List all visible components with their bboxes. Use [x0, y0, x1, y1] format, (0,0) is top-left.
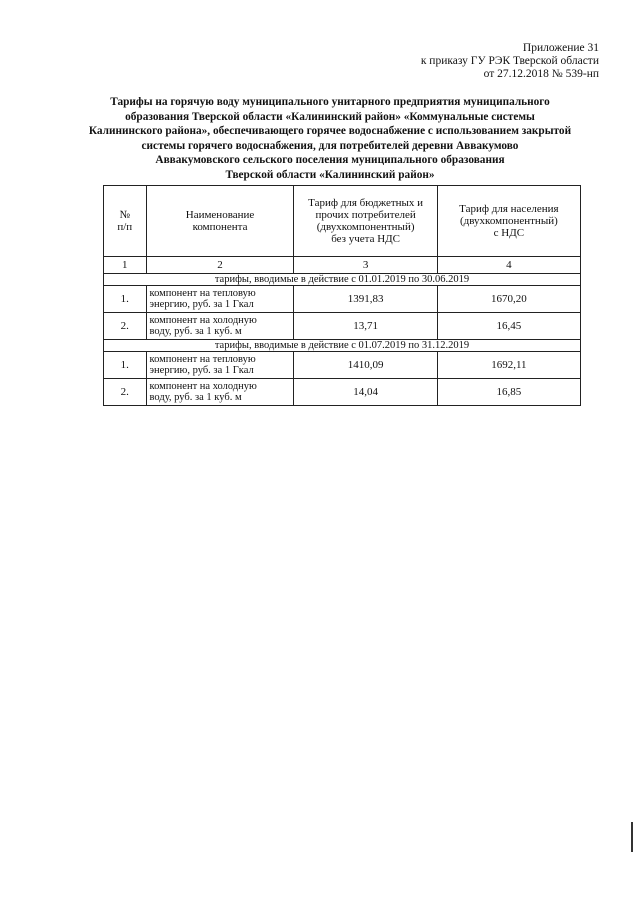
appendix-number: Приложение 31	[522, 42, 599, 54]
title-line: образования Тверской области «Калининский район» «Коммунальные системы	[125, 110, 535, 123]
title-line: Тарифы на горячую воду муниципального унитарного предприятия муниципального	[110, 96, 550, 108]
document-title	[70, 95, 590, 182]
population-tariff-value: 1670,20	[437, 286, 580, 313]
order-reference: к приказу ГУ РЭК Тверской области	[420, 55, 599, 67]
table-header-row	[104, 186, 581, 257]
component-name: компонент на холодную воду, руб. за 1 куб. м	[146, 313, 294, 340]
row-number: 1.	[104, 286, 147, 313]
component-name: компонент на тепловую энергию, руб. за 1 Гкал	[146, 352, 294, 379]
budget-tariff-value: 14,04	[294, 379, 437, 406]
header-no: № п/п	[104, 186, 147, 257]
header-population-tariff: Тариф для населения (двухкомпонентный) с НДС	[437, 186, 580, 257]
table-row	[104, 286, 581, 313]
column-number: 1	[104, 257, 147, 274]
table-row	[104, 313, 581, 340]
budget-tariff-value: 1410,09	[294, 352, 437, 379]
appendix-header	[421, 42, 599, 81]
title-line: Аввакумовского сельского поселения муниципального образования	[155, 154, 505, 166]
row-number: 2.	[104, 379, 147, 406]
title-line: Тверской области «Калининский район»	[225, 168, 435, 181]
header-budget-tariff: Тариф для бюджетных и прочих потребителей (двухкомпонентный) без учета НДС	[294, 186, 437, 257]
row-number: 2.	[104, 313, 147, 340]
title-line: Калининского района», обеспечивающего горячее водоснабжение с использованием закрытой	[88, 125, 572, 137]
order-date: от 27.12.2018 № 539-нп	[483, 68, 599, 80]
table-row	[104, 352, 581, 379]
column-number-row	[104, 257, 581, 274]
population-tariff-value: 16,45	[437, 313, 580, 340]
population-tariff-value: 16,85	[437, 379, 580, 406]
budget-tariff-value: 1391,83	[294, 286, 437, 313]
column-number: 2	[146, 257, 294, 274]
header-component-name: Наименование компонента	[146, 186, 294, 257]
row-number: 1.	[104, 352, 147, 379]
table-row	[104, 379, 581, 406]
period-label: тарифы, вводимые в действие с 01.07.2019 по 31.12.2019	[104, 340, 581, 352]
tariff-table	[103, 185, 581, 406]
period-row	[104, 340, 581, 352]
column-number: 3	[294, 257, 437, 274]
title-line: системы горячего водоснабжения, для потребителей деревни Аввакумово	[141, 139, 519, 152]
component-name: компонент на тепловую энергию, руб. за 1 Гкал	[146, 286, 294, 313]
budget-tariff-value: 13,71	[294, 313, 437, 340]
column-number: 4	[437, 257, 580, 274]
period-row	[104, 274, 581, 286]
scan-edge-mark	[631, 822, 633, 852]
period-label: тарифы, вводимые в действие с 01.01.2019 по 30.06.2019	[104, 274, 581, 286]
component-name: компонент на холодную воду, руб. за 1 куб. м	[146, 379, 294, 406]
population-tariff-value: 1692,11	[437, 352, 580, 379]
